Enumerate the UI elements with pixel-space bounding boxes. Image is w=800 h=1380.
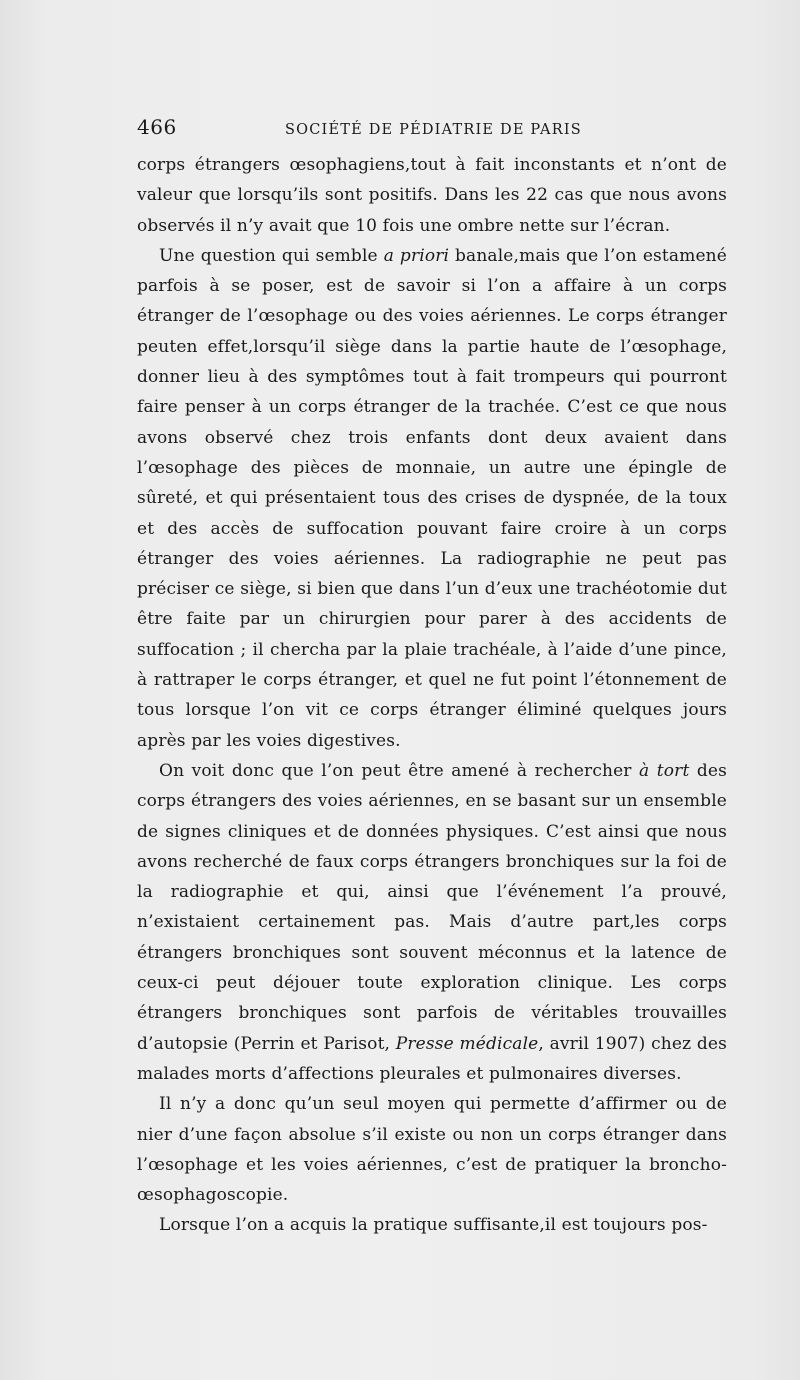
paragraph-5: [137, 1210, 727, 1240]
paragraph-2-text-b: banale,mais que l’on estamené parfois à se poser, est de savoir si l’on a affaire à un corps étranger de l’œsophage ou des voies aériennes. Le corps étranger peuten effet,lorsqu’il siège dans la partie haute de l’œsophage, donner lieu à des symptômes tout à fait trompeurs qui pourront faire penser à un corps étranger de la trachée. C’est ce que nous avons observé chez trois enfants dont deux avaient dans l’œsophage des pièces de monnaie, un autre une épingle de sûreté, et qui présentaient tous des crises de dyspnée, de la toux et des accès de suffocation pouvant faire croire à un corps étranger des voies aériennes. La radiographie ne peut pas préciser ce siège, si bien que dans l’un d’eux une trachéotomie dut être faite par un chirurgien pour parer à des accidents de suffocation ; il chercha par la plaie trachéale, à l’aide d’une pince, à rattraper le corps étranger, et quel ne fut point l’étonnement de tous lorsque l’on vit ce corps étranger éliminé quelques jours après par les voies digestives.: [137, 245, 727, 751]
paragraph-2: [137, 241, 727, 756]
paragraph-3-italic-1: à tort: [639, 760, 690, 781]
paragraph-4: [137, 1089, 727, 1210]
paragraph-2-text-a: Une question qui semble: [159, 245, 384, 266]
paragraph-3-text-c: , avril 1907) chez des malades morts d’affections pleurales et pulmonaires diverses.: [137, 1033, 727, 1084]
running-head: SOCIÉTÉ DE PÉDIATRIE DE PARIS: [285, 122, 582, 138]
paragraph-1-text: corps étrangers œsophagiens,tout à fait inconstants et n’ont de valeur que lorsqu’ils sont positifs. Dans les 22 cas que nous avons observés il n’y avait que 10 fois une ombre nette sur l’écran.: [137, 155, 727, 236]
paragraph-5-text: Lorsque l’on a acquis la pratique suffisante,il est toujours pos-: [159, 1215, 708, 1236]
paragraph-3-italic-2: Presse médicale: [395, 1033, 539, 1054]
page-number: 466: [137, 115, 177, 139]
paragraph-2-italic: a priori: [383, 245, 450, 266]
page-header: [137, 115, 727, 145]
paragraph-3: [137, 756, 727, 1089]
paragraph-1: [137, 150, 727, 241]
paragraph-3-text-a: On voit donc que l’on peut être amené à rechercher: [159, 760, 640, 781]
body-text: [137, 150, 727, 1241]
paragraph-3-text-b: des corps étrangers des voies aériennes, en se basant sur un ensemble de signes cliniques et de données physiques. C’est ainsi que nous avons recherché de faux corps étrangers bronchiques sur la foi de la radiographie et qui, ainsi que l’événement l’a prouvé, n’existaient certainement pas. Mais d’autre part,les corps étrangers bronchiques sont souvent méconnus et la latence de ceux-ci peut déjouer toute exploration clinique. Les corps étrangers bronchiques sont parfois de véritables trouvailles d’autopsie (Perrin et Parisot,: [137, 760, 728, 1054]
paragraph-4-text: Il n’y a donc qu’un seul moyen qui permette d’affirmer ou de nier d’une façon absolue s’il existe ou non un corps étranger dans l’œsophage et les voies aériennes, c’est de pratiquer la broncho-œsophagoscopie.: [137, 1094, 727, 1206]
